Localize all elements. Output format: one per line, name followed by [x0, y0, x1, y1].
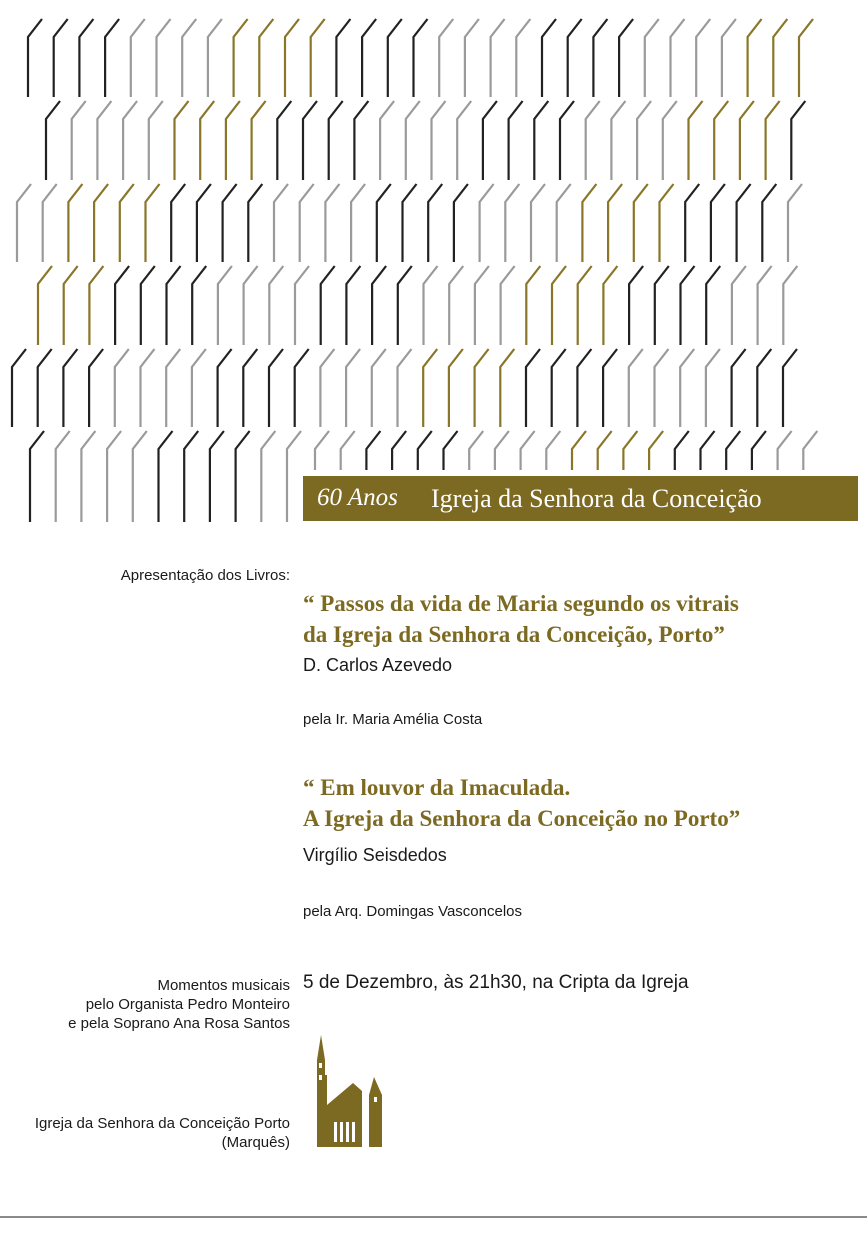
pattern-line — [557, 184, 571, 262]
pattern-line — [184, 431, 198, 522]
music-line3: e pela Soprano Ana Rosa Santos — [68, 1015, 290, 1032]
pattern-line — [64, 266, 78, 345]
pattern-line — [141, 266, 155, 345]
pattern-line — [701, 431, 715, 470]
pattern-line — [418, 431, 432, 470]
book2-title-line2: A Igreja da Senhora da Conceição no Porto” — [303, 806, 741, 831]
pattern-line — [346, 349, 360, 427]
pattern-line — [660, 184, 674, 262]
pattern-line — [726, 431, 740, 470]
church-logo-icon — [308, 1035, 388, 1150]
pattern-line — [115, 266, 129, 345]
pattern-line — [89, 266, 103, 345]
pattern-line — [475, 349, 489, 427]
pattern-line — [388, 19, 402, 97]
pattern-line — [475, 266, 489, 345]
pattern-line — [175, 101, 189, 180]
pattern-line — [748, 19, 762, 97]
pattern-line — [629, 266, 643, 345]
pattern-line — [89, 349, 103, 427]
pattern-line — [56, 431, 70, 522]
pattern-line — [491, 19, 505, 97]
bottom-rule — [0, 1216, 867, 1218]
pattern-line — [526, 266, 540, 345]
pattern-line — [315, 431, 329, 470]
pattern-line — [43, 184, 57, 262]
pattern-line — [392, 431, 406, 470]
pattern-line — [351, 184, 365, 262]
pattern-line — [444, 431, 458, 470]
pattern-line — [572, 431, 586, 470]
pattern-line — [516, 19, 530, 97]
pattern-line — [362, 19, 376, 97]
pattern-line — [732, 266, 746, 345]
pattern-line — [131, 19, 145, 97]
pattern-line — [645, 19, 659, 97]
pattern-line — [366, 431, 380, 470]
pattern-line — [269, 266, 283, 345]
location-line1: Igreja da Senhora da Conceição Porto — [34, 1115, 290, 1132]
pattern-line — [495, 431, 509, 470]
pattern-line — [552, 349, 566, 427]
pattern-line — [146, 184, 160, 262]
pattern-line — [501, 266, 515, 345]
pattern-line — [432, 101, 446, 180]
pattern-line — [81, 431, 95, 522]
pattern-line — [403, 184, 417, 262]
pattern-line — [38, 349, 52, 427]
pattern-line — [611, 101, 625, 180]
pattern-line — [321, 266, 335, 345]
pattern-line — [123, 101, 137, 180]
pattern-line — [46, 101, 60, 180]
music-line1: Momentos musicais — [157, 977, 290, 994]
pattern-line — [354, 101, 368, 180]
pattern-line — [236, 431, 250, 522]
pattern-line — [681, 266, 695, 345]
pattern-line — [372, 266, 386, 345]
pattern-line — [449, 266, 463, 345]
pattern-line — [72, 101, 86, 180]
pattern-line — [546, 431, 560, 470]
book1-author: D. Carlos Azevedo — [303, 655, 453, 675]
pattern-line — [68, 184, 82, 262]
pattern-line — [637, 101, 651, 180]
pattern-line — [457, 101, 471, 180]
pattern-line — [120, 184, 134, 262]
pattern-line — [655, 266, 669, 345]
pattern-line — [696, 19, 710, 97]
pattern-line — [200, 101, 214, 180]
pattern-line — [534, 101, 548, 180]
pattern-line — [773, 19, 787, 97]
pattern-line — [711, 184, 725, 262]
pattern-line — [783, 349, 797, 427]
pattern-line — [171, 184, 185, 262]
location — [35, 1114, 290, 1152]
pattern-line — [226, 101, 240, 180]
pattern-line — [500, 349, 514, 427]
pattern-line — [706, 349, 720, 427]
pattern-line — [619, 19, 633, 97]
pattern-line — [377, 184, 391, 262]
pattern-line — [578, 266, 592, 345]
pattern-line — [423, 349, 437, 427]
pattern-line — [261, 431, 275, 522]
pattern-line — [603, 266, 617, 345]
location-line2: (Marquês) — [221, 1134, 290, 1151]
pattern-line — [54, 19, 68, 97]
pattern-line — [449, 349, 463, 427]
pattern-line — [675, 431, 689, 470]
pattern-line — [714, 101, 728, 180]
book1-presenter: pela Ir. Maria Amélia Costa — [303, 711, 483, 728]
book2-author: Virgílio Seisdedos — [303, 845, 447, 865]
pattern-line — [223, 184, 237, 262]
pattern-line — [586, 101, 600, 180]
pattern-line — [649, 431, 663, 470]
anniversary-label: 60 Anos — [317, 484, 398, 511]
pattern-line — [274, 184, 288, 262]
pattern-line — [115, 349, 129, 427]
pattern-line — [803, 431, 817, 470]
pattern-line — [218, 349, 232, 427]
church-name: Igreja da Senhora da Conceição — [431, 484, 762, 513]
pattern-line — [706, 266, 720, 345]
pattern-line — [623, 431, 637, 470]
pattern-line — [483, 101, 497, 180]
pattern-line — [197, 184, 211, 262]
pattern-line — [63, 349, 77, 427]
pattern-line — [603, 349, 617, 427]
pattern-line — [218, 266, 232, 345]
music-line2: pelo Organista Pedro Monteiro — [85, 996, 290, 1013]
book1-title-line1: “ Passos da vida de Maria segundo os vitrais — [303, 591, 739, 616]
pattern-line — [424, 266, 438, 345]
pattern-line — [259, 19, 273, 97]
pattern-line — [766, 101, 780, 180]
pattern-line — [663, 101, 677, 180]
pattern-line — [454, 184, 468, 262]
pattern-line — [192, 266, 206, 345]
pattern-line — [791, 101, 805, 180]
pattern-line — [788, 184, 802, 262]
pattern-line — [469, 431, 483, 470]
pattern-line — [577, 349, 591, 427]
decorative-line-pattern — [0, 0, 867, 525]
pattern-line — [269, 349, 283, 427]
pattern-line — [28, 19, 42, 97]
pattern-line — [329, 101, 343, 180]
music-info — [68, 976, 290, 1033]
pattern-line — [480, 184, 494, 262]
pattern-line — [182, 19, 196, 97]
pattern-line — [598, 431, 612, 470]
pattern-line — [689, 101, 703, 180]
pattern-line — [192, 349, 206, 427]
event-details: 5 de Dezembro, às 21h30, na Cripta da Igreja — [303, 972, 689, 993]
pattern-line — [439, 19, 453, 97]
pattern-line — [414, 19, 428, 97]
pattern-line — [285, 19, 299, 97]
pattern-line — [758, 266, 772, 345]
pattern-line — [30, 431, 44, 522]
pattern-line — [17, 184, 31, 262]
pattern-line — [244, 266, 258, 345]
pattern-line — [295, 266, 309, 345]
pattern-line — [372, 349, 386, 427]
pattern-line — [398, 349, 412, 427]
pattern-line — [428, 184, 442, 262]
pattern-line — [287, 431, 301, 522]
pattern-line — [300, 184, 314, 262]
pattern-line — [12, 349, 26, 427]
pattern-line — [757, 349, 771, 427]
pattern-line — [166, 349, 180, 427]
pattern-line — [521, 431, 535, 470]
pattern-line — [568, 19, 582, 97]
pattern-line — [655, 349, 669, 427]
pattern-line — [398, 266, 412, 345]
pattern-line — [295, 349, 309, 427]
pattern-line — [634, 184, 648, 262]
pattern-line — [159, 431, 173, 522]
pattern-line — [509, 101, 523, 180]
pattern-line — [341, 431, 355, 470]
pattern-line — [133, 431, 147, 522]
pattern-line — [608, 184, 622, 262]
pattern-line — [248, 184, 262, 262]
pattern-line — [778, 431, 792, 470]
pattern-line — [671, 19, 685, 97]
pattern-line — [799, 19, 813, 97]
pattern-line — [79, 19, 93, 97]
pattern-line — [380, 101, 394, 180]
pattern-line — [346, 266, 360, 345]
pattern-line — [97, 101, 111, 180]
pattern-line — [526, 349, 540, 427]
pattern-line — [582, 184, 596, 262]
pattern-line — [157, 19, 171, 97]
pattern-line — [531, 184, 545, 262]
pattern-line — [325, 184, 339, 262]
pattern-line — [593, 19, 607, 97]
book2-title-line1: “ Em louvor da Imaculada. — [303, 775, 571, 800]
pattern-line — [303, 101, 317, 180]
pattern-line — [737, 184, 751, 262]
pattern-line — [208, 19, 222, 97]
pattern-line — [234, 19, 248, 97]
pattern-line — [722, 19, 736, 97]
pattern-line — [752, 431, 766, 470]
pattern-line — [107, 431, 121, 522]
pattern-line — [243, 349, 257, 427]
pattern-line — [94, 184, 108, 262]
pattern-line — [105, 19, 119, 97]
pattern-line — [542, 19, 556, 97]
title-banner — [303, 476, 858, 521]
pattern-line — [629, 349, 643, 427]
pattern-line — [38, 266, 52, 345]
pattern-line — [311, 19, 325, 97]
pattern-line — [406, 101, 420, 180]
pattern-line — [465, 19, 479, 97]
pattern-line — [685, 184, 699, 262]
pattern-line — [505, 184, 519, 262]
pattern-line — [680, 349, 694, 427]
pattern-line — [732, 349, 746, 427]
intro-label: Apresentação dos Livros: — [120, 567, 290, 584]
pattern-line — [783, 266, 797, 345]
pattern-line — [149, 101, 163, 180]
pattern-line — [141, 349, 155, 427]
pattern-line — [277, 101, 291, 180]
pattern-line — [740, 101, 754, 180]
pattern-line — [552, 266, 566, 345]
pattern-line — [210, 431, 224, 522]
pattern-line — [320, 349, 334, 427]
book1-title-line2: da Igreja da Senhora da Conceição, Porto” — [303, 622, 725, 647]
pattern-line — [167, 266, 181, 345]
pattern-line — [560, 101, 574, 180]
pattern-line — [336, 19, 350, 97]
pattern-line — [252, 101, 266, 180]
book2-presenter: pela Arq. Domingas Vasconcelos — [303, 903, 523, 920]
pattern-line — [762, 184, 776, 262]
